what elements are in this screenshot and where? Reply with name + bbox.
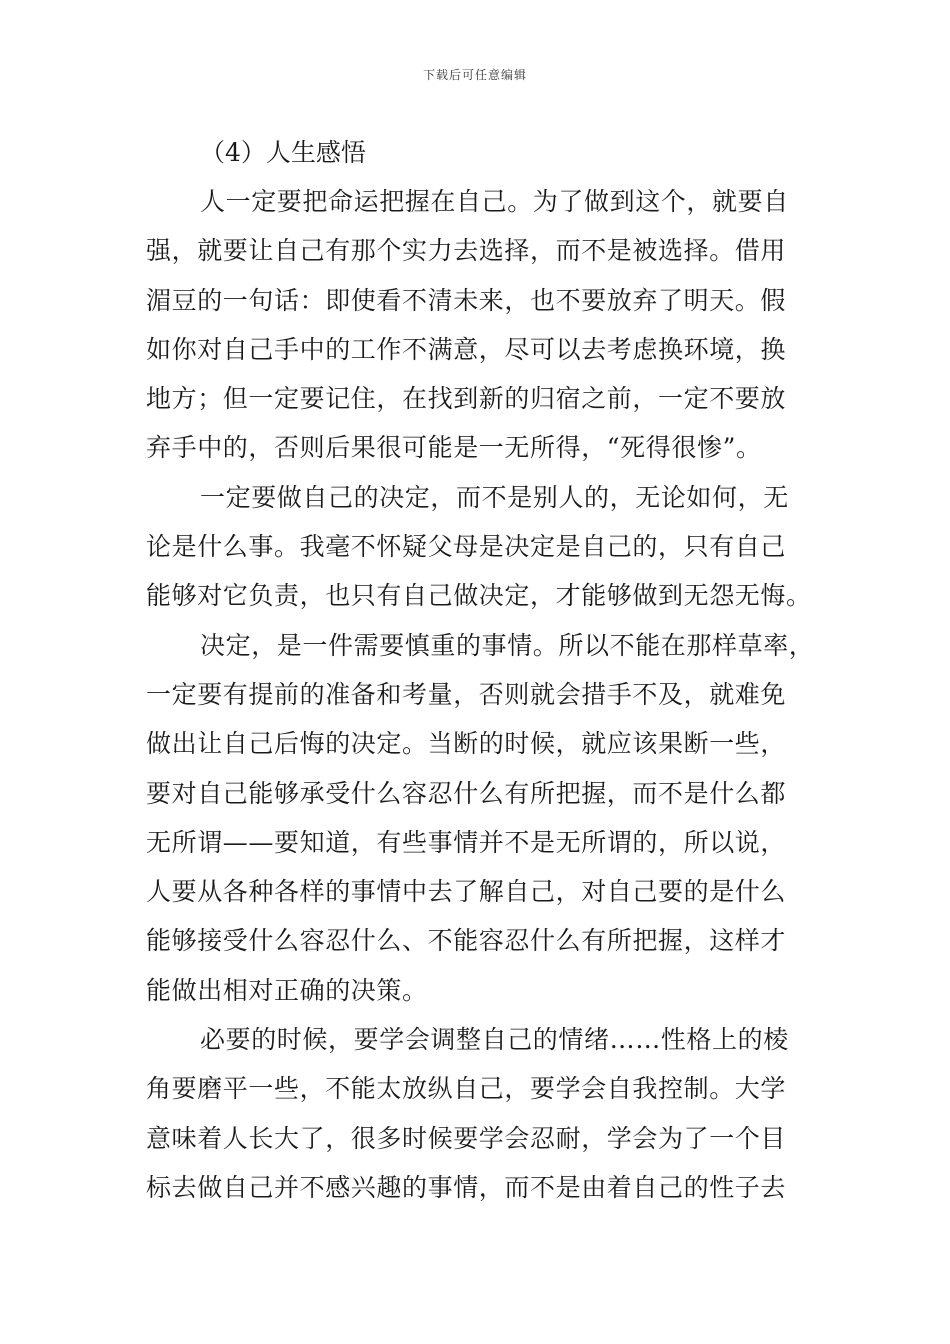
- text-line: 标去做自己并不感兴趣的事情，而不是由着自己的性子去: [146, 1172, 787, 1202]
- text-line: 论是什么事。我毫不怀疑父母是决定是自己的，只有自己: [146, 532, 787, 562]
- text-line: 如你对自己手中的工作不满意，尽可以去考虑换环境，换: [146, 334, 787, 364]
- text-line: 湄豆的一句话：即使看不清未来，也不要放弃了明天。假: [146, 285, 787, 315]
- text-line: 能够对它负责，也只有自己做决定，才能够做到无怨无悔。: [146, 581, 812, 611]
- text-line: 地方；但一定要记住，在找到新的归宿之前，一定不要放: [146, 384, 787, 414]
- text-line: 一定要有提前的准备和考量，否则就会措手不及，就难免: [146, 679, 787, 709]
- paragraph-4: [146, 1015, 811, 1212]
- text-line: 角要磨平一些，不能太放纵自己，要学会自我控制。大学: [146, 1074, 787, 1104]
- text-line: 无所谓——要知道，有些事情并不是无所谓的，所以说，: [146, 827, 787, 857]
- document-body: [146, 128, 815, 1212]
- paragraph-1: [146, 177, 811, 473]
- text-line: 强，就要让自己有那个实力去选择，而不是被选择。借用: [146, 236, 787, 266]
- text-line: 要对自己能够承受什么容忍什么有所把握，而不是什么都: [146, 778, 787, 808]
- text-line: 人要从各种各样的事情中去了解自己，对自己要的是什么: [146, 877, 787, 907]
- section-heading: （4）人生感悟: [200, 138, 366, 167]
- text-line: 做出让自己后悔的决定。当断的时候，就应该果断一些，: [146, 729, 787, 759]
- text-line: 弃手中的，否则后果很可能是一无所得，“死得很惨”。: [146, 433, 762, 463]
- paragraph-2: [146, 473, 811, 621]
- text-line: 意味着人长大了，很多时候要学会忍耐，学会为了一个目: [146, 1123, 787, 1153]
- page-header-note: 下载后可任意编辑: [422, 68, 527, 82]
- text-line: 决定，是一件需要慎重的事情。所以不能在那样草率，: [200, 630, 815, 660]
- text-line: 能做出相对正确的决策。: [146, 975, 428, 1005]
- text-line: 人一定要把命运把握在自己。为了做到这个，就要自: [200, 187, 789, 216]
- text-line: 必要的时候，要学会调整自己的情绪……性格上的棱: [200, 1025, 789, 1055]
- paragraph-3: [146, 621, 815, 1015]
- text-line: 能够接受什么容忍什么、不能容忍什么有所把握，这样才: [146, 926, 787, 956]
- text-line: 一定要做自己的决定，而不是别人的，无论如何，无: [200, 482, 789, 512]
